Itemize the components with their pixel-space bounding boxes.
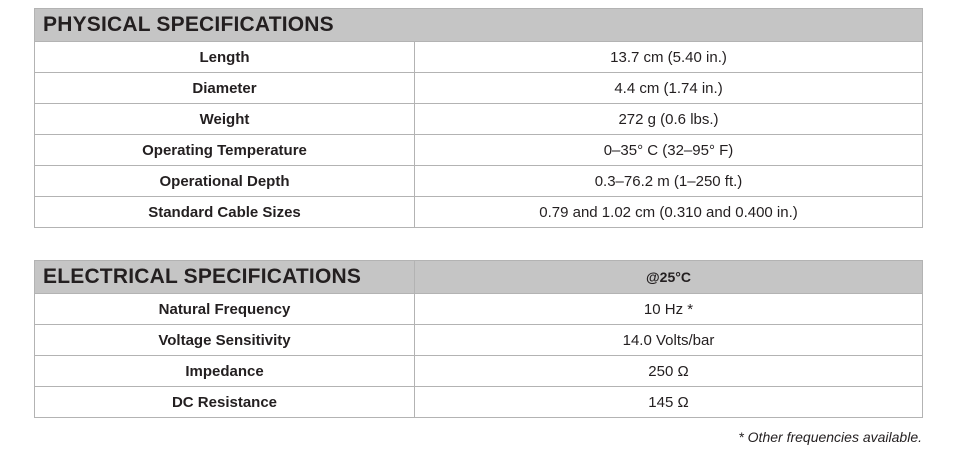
table-row (35, 73, 923, 104)
table-row (35, 135, 923, 166)
spec-label-standard-cable-sizes: Standard Cable Sizes (35, 197, 415, 228)
electrical-header-row (35, 261, 923, 294)
table-row (35, 197, 923, 228)
spec-value-dc-resistance: 145 Ω (415, 387, 923, 418)
spec-label-operational-depth: Operational Depth (35, 166, 415, 197)
spec-label-impedance: Impedance (35, 356, 415, 387)
spec-value-diameter: 4.4 cm (1.74 in.) (415, 73, 923, 104)
electrical-section-title: ELECTRICAL SPECIFICATIONS (35, 261, 415, 294)
spec-value-operational-depth: 0.3–76.2 m (1–250 ft.) (415, 166, 923, 197)
spec-label-operating-temperature: Operating Temperature (35, 135, 415, 166)
physical-specifications-table (34, 8, 923, 228)
table-row (35, 356, 923, 387)
spec-value-weight: 272 g (0.6 lbs.) (415, 104, 923, 135)
spec-value-impedance: 250 Ω (415, 356, 923, 387)
table-row (35, 387, 923, 418)
table-row (35, 104, 923, 135)
table-row (35, 166, 923, 197)
table-row (35, 294, 923, 325)
table-row (35, 42, 923, 73)
footnote: * Other frequencies available. (738, 429, 922, 445)
physical-section-title: PHYSICAL SPECIFICATIONS (35, 9, 923, 42)
spec-value-natural-frequency: 10 Hz * (415, 294, 923, 325)
spec-label-voltage-sensitivity: Voltage Sensitivity (35, 325, 415, 356)
spec-value-length: 13.7 cm (5.40 in.) (415, 42, 923, 73)
spec-label-length: Length (35, 42, 415, 73)
spec-value-voltage-sensitivity: 14.0 Volts/bar (415, 325, 923, 356)
spec-value-standard-cable-sizes: 0.79 and 1.02 cm (0.310 and 0.400 in.) (415, 197, 923, 228)
table-row (35, 325, 923, 356)
spec-label-dc-resistance: DC Resistance (35, 387, 415, 418)
spec-label-diameter: Diameter (35, 73, 415, 104)
electrical-condition-label: @25°C (415, 261, 923, 294)
spec-value-operating-temperature: 0–35° C (32–95° F) (415, 135, 923, 166)
spec-label-natural-frequency: Natural Frequency (35, 294, 415, 325)
electrical-specifications-table (34, 260, 923, 418)
spec-label-weight: Weight (35, 104, 415, 135)
physical-header-row (35, 9, 923, 42)
